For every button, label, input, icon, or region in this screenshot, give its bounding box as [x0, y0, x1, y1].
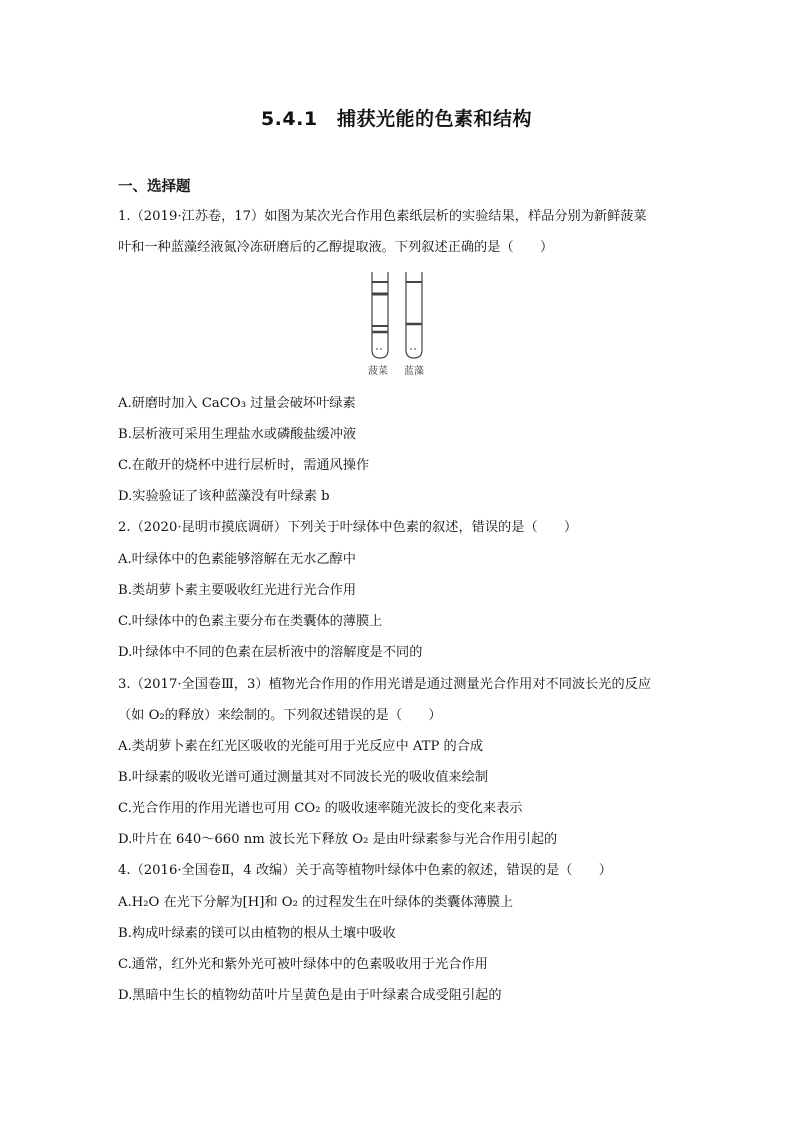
question-4-option-c: C.通常，红外光和紫外光可被叶绿体中的色素吸收用于光合作用	[118, 957, 488, 972]
figure-label-spinach: 菠菜	[368, 366, 388, 377]
question-1-option-b: B.层析液可采用生理盐水或磷酸盐缓冲液	[118, 427, 357, 442]
question-1-line-1: 1.（2019·江苏卷，17）如图为某次光合作用色素纸层析的实验结果，样品分别为新鲜菠菜	[118, 209, 647, 224]
question-2-option-c: C.叶绿体中的色素主要分布在类囊体的薄膜上	[118, 614, 383, 629]
page-title: 5.4.1 捕获光能的色素和结构	[260, 108, 533, 130]
question-4-option-d: D.黑暗中生长的植物幼苗叶片呈黄色是由于叶绿素合成受阻引起的	[118, 988, 502, 1003]
question-3-line-1: 3.（2017·全国卷Ⅲ，3）植物光合作用的作用光谱是通过测量光合作用对不同波长光的反应	[118, 677, 652, 692]
question-2-option-a: A.叶绿体中的色素能够溶解在无水乙醇中	[118, 552, 356, 567]
question-4-option-b: B.构成叶绿素的镁可以由植物的根从土壤中吸收	[118, 926, 396, 941]
question-1-line-2: 叶和一种蓝藻经液氮冷冻研磨后的乙醇提取液。下列叙述正确的是（ ）	[118, 240, 554, 255]
question-1-option-d: D.实验验证了该种蓝藻没有叶绿素 b	[118, 489, 330, 504]
question-4-option-a: A.H₂O 在光下分解为[H]和 O₂ 的过程发生在叶绿体的类囊体薄膜上	[118, 895, 514, 910]
figure-label-cyanobacteria: 蓝藻	[404, 366, 424, 377]
question-3-option-a: A.类胡萝卜素在红光区吸收的光能可用于光反应中 ATP 的合成	[118, 739, 484, 754]
chromatography-figure	[360, 270, 440, 380]
question-2-stem: 2.（2020·昆明市摸底调研）下列关于叶绿体中色素的叙述，错误的是（ ）	[118, 520, 578, 535]
spinach-strip	[372, 272, 388, 358]
question-3-line-2: （如 O₂的释放）来绘制的。下列叙述错误的是（ ）	[118, 708, 442, 723]
question-3-option-c: C.光合作用的作用光谱也可用 CO₂ 的吸收速率随光波长的变化来表示	[118, 801, 523, 816]
question-3-option-d: D.叶片在 640～660 nm 波长光下释放 O₂ 是由叶绿素参与光合作用引起的	[118, 832, 558, 847]
question-2-option-d: D.叶绿体中不同的色素在层析液中的溶解度是不同的	[118, 645, 423, 660]
cyanobacteria-strip	[406, 272, 422, 358]
question-3-option-b: B.叶绿素的吸收光谱可通过测量其对不同波长光的吸收值来绘制	[118, 770, 488, 785]
question-4-stem: 4.（2016·全国卷Ⅱ，4 改编）关于高等植物叶绿体中色素的叙述，错误的是（ ）	[118, 863, 612, 878]
question-1-option-c: C.在敞开的烧杯中进行层析时，需通风操作	[118, 458, 370, 473]
question-1-option-a: A.研磨时加入 CaCO₃ 过量会破坏叶绿素	[118, 396, 356, 411]
section-heading: 一、选择题	[118, 179, 191, 195]
question-2-option-b: B.类胡萝卜素主要吸收红光进行光合作用	[118, 583, 357, 598]
chromatography-strips	[360, 270, 440, 360]
